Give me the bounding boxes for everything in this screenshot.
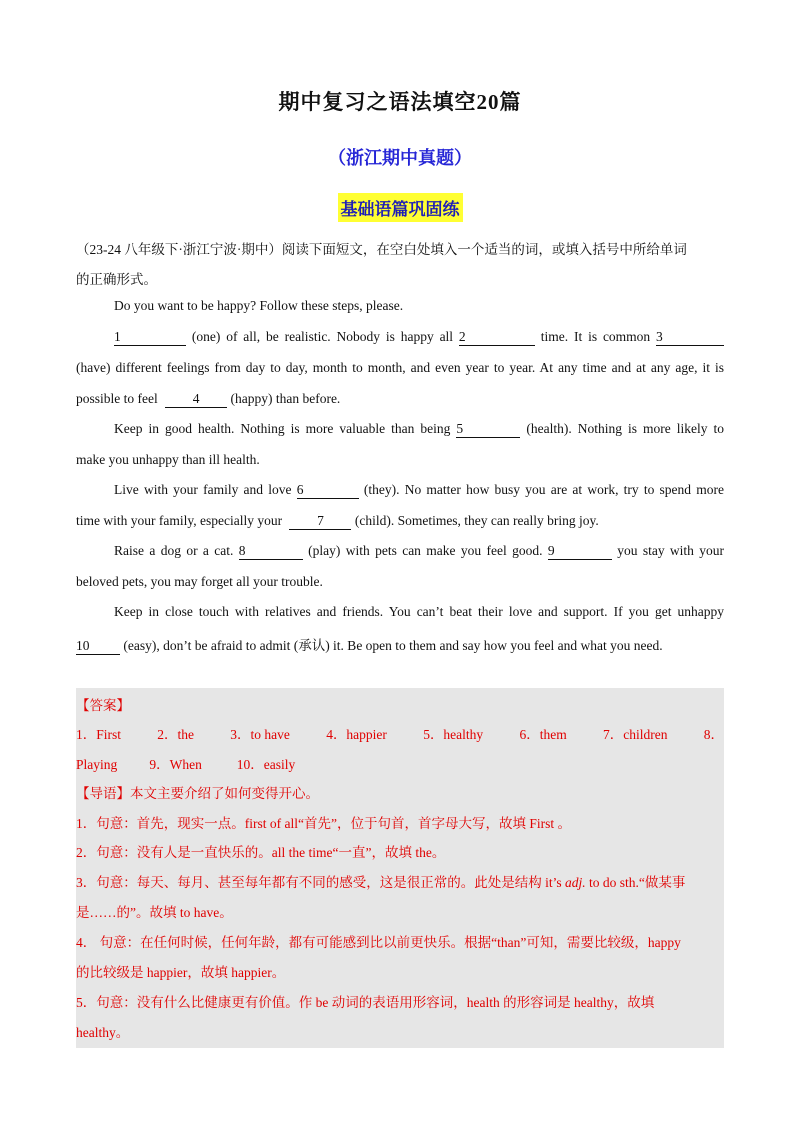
passage-text: time with your family, especially your: [76, 513, 283, 528]
blank-1: 1: [114, 330, 186, 346]
answer-item: 9．When: [149, 757, 202, 772]
blank-6: 6: [297, 483, 359, 499]
blank-4: 4: [165, 392, 227, 408]
explanation-text: to do sth.“做某事: [589, 875, 686, 890]
blank-2: 2: [459, 330, 535, 346]
passage-text: (one) of all, be realistic. Nobody is happy all: [191, 329, 454, 344]
passage-text: (they). No matter how busy you are at work, try to spend more: [363, 482, 724, 497]
passage-line-5: [114, 421, 724, 438]
passage-line-11: Keep in close touch with relatives and friends. You can’t beat their love and support. If you get unhappy: [114, 604, 724, 619]
blank-8: 8: [239, 544, 303, 560]
passage-text: (happy) than before.: [230, 391, 341, 406]
blank-10: 10: [76, 639, 120, 655]
passage-text: (easy), don’t be afraid to admit (承认) it. Be open to them and say how you feel and what you need.: [123, 638, 663, 653]
passage-line-10: beloved pets, you may forget all your trouble.: [76, 574, 323, 589]
passage-line-7: [114, 482, 724, 499]
explanation-4: 4． 句意：在任何时候，任何年龄，都有可能感到比以前更快乐。根据“than”可知，需要比较级，happy: [76, 935, 681, 950]
passage-text: (play) with pets can make you feel good.: [308, 543, 543, 558]
section-heading: 基础语篇巩固练: [338, 193, 463, 222]
explanation-adj: adj.: [565, 875, 586, 890]
passage-text: Raise a dog or a cat.: [114, 543, 234, 558]
answer-item: 1．First: [76, 727, 122, 742]
passage-line-8: [76, 513, 599, 530]
blank-7: 7: [289, 514, 351, 530]
explanation-3-cont: 是……的”。故填 to have。: [76, 905, 233, 920]
intro-line-2: 的正确形式。: [76, 272, 157, 287]
explanation-1: 1．句意：首先，现实一点。first of all“首先”，位于句首，首字母大写，故填 First 。: [76, 816, 571, 831]
explanation-5: 5．句意：没有什么比健康更有价值。作 be 动词的表语用形容词，health 的形容词是 healthy，故填: [76, 995, 655, 1010]
answer-item: Playing: [76, 757, 118, 772]
blank-9: 9: [548, 544, 612, 560]
passage-line-2: [114, 329, 724, 346]
passage-text: Live with your family and love: [114, 482, 292, 497]
answer-guide: 【导语】本文主要介绍了如何变得开心。: [76, 786, 319, 801]
passage-text: you stay with your: [617, 543, 725, 558]
blank-5: 5: [456, 422, 520, 438]
answer-item: 10．easily: [236, 757, 296, 772]
blank-3: 3: [656, 330, 724, 346]
answer-label: 【答案】: [76, 698, 130, 713]
page-title: 期中复习之语法填空20篇: [278, 90, 522, 114]
passage-line-4: [76, 391, 340, 408]
page-subtitle: （浙江期中真题）: [328, 148, 472, 168]
passage-line-12: [76, 634, 663, 655]
passage-text: time. It is common: [540, 329, 651, 344]
explanation-5-cont: healthy。: [76, 1025, 130, 1040]
explanation-text: 3．句意：每天、每月、甚至每年都有不同的感受，这是很正常的。此处是结构 it’s: [76, 875, 562, 890]
passage-text: Keep in good health. Nothing is more valuable than being: [114, 421, 451, 436]
answer-item: 7．children: [602, 727, 668, 742]
answer-item: 3．to have: [230, 727, 290, 742]
answer-item: 2．the: [157, 727, 195, 742]
passage-text: (child). Sometimes, they can really bring joy.: [354, 513, 599, 528]
passage-line-3: (have) different feelings from day to day, month to month, and even year to year. At any time and at any age, it is: [76, 360, 724, 375]
explanation-2: 2．句意：没有人是一直快乐的。all the time“一直”，故填 the。: [76, 845, 446, 860]
answer-item: 4．happier: [326, 727, 387, 742]
passage-line-6: make you unhappy than ill health.: [76, 452, 260, 467]
passage-text: possible to feel: [76, 391, 158, 406]
section-heading-wrap: [0, 193, 800, 222]
explanation-4-cont: 的比较级是 happier，故填 happier。: [76, 965, 286, 980]
answer-list-row-1: [76, 723, 724, 743]
answer-item: 5．healthy: [423, 727, 484, 742]
passage-line-1: Do you want to be happy? Follow these steps, please.: [114, 298, 404, 313]
answer-section: [76, 688, 724, 1048]
passage-text: (health). Nothing is more likely to: [526, 421, 725, 436]
answer-list-row-2: [76, 753, 295, 773]
intro-line-1: （23-24 八年级下·浙江宁波·期中）阅读下面短文，在空白处填入一个适当的词，或填入括号中所给单词: [76, 242, 687, 257]
answer-item: 6．them: [519, 727, 567, 742]
answer-item: 8．: [703, 727, 724, 742]
passage-line-9: [114, 543, 724, 560]
explanation-3: [76, 871, 685, 891]
